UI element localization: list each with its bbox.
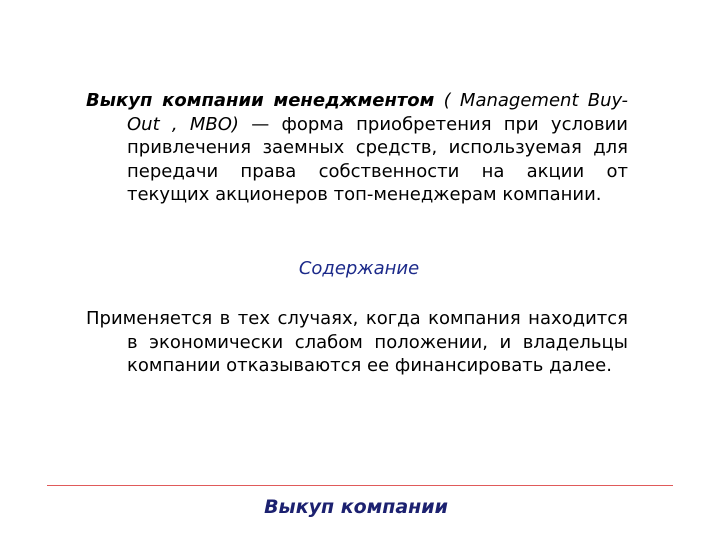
footer-divider	[47, 485, 673, 486]
definition-abbreviation: ( Management Buy-Out , MBO)	[127, 90, 629, 135]
section-heading-label: Содержание	[298, 258, 420, 279]
section-heading	[0, 258, 720, 279]
definition-term: Выкуп компании менеджментом	[86, 90, 435, 111]
content-paragraph: Применяется в тех случаях, когда компания находится в экономически слабом положении, и владельцы компании отказываются ее финансировать далее.	[86, 308, 628, 376]
definition-paragraph	[86, 89, 628, 207]
definition-text: — форма приобретения при условии привлечения заемных средств, используемая для передачи права собственности на акции от текущих акционеров топ-менеджерам компании.	[127, 113, 629, 205]
footer-title-label: Выкуп компании	[264, 496, 448, 518]
footer-title	[0, 496, 720, 518]
